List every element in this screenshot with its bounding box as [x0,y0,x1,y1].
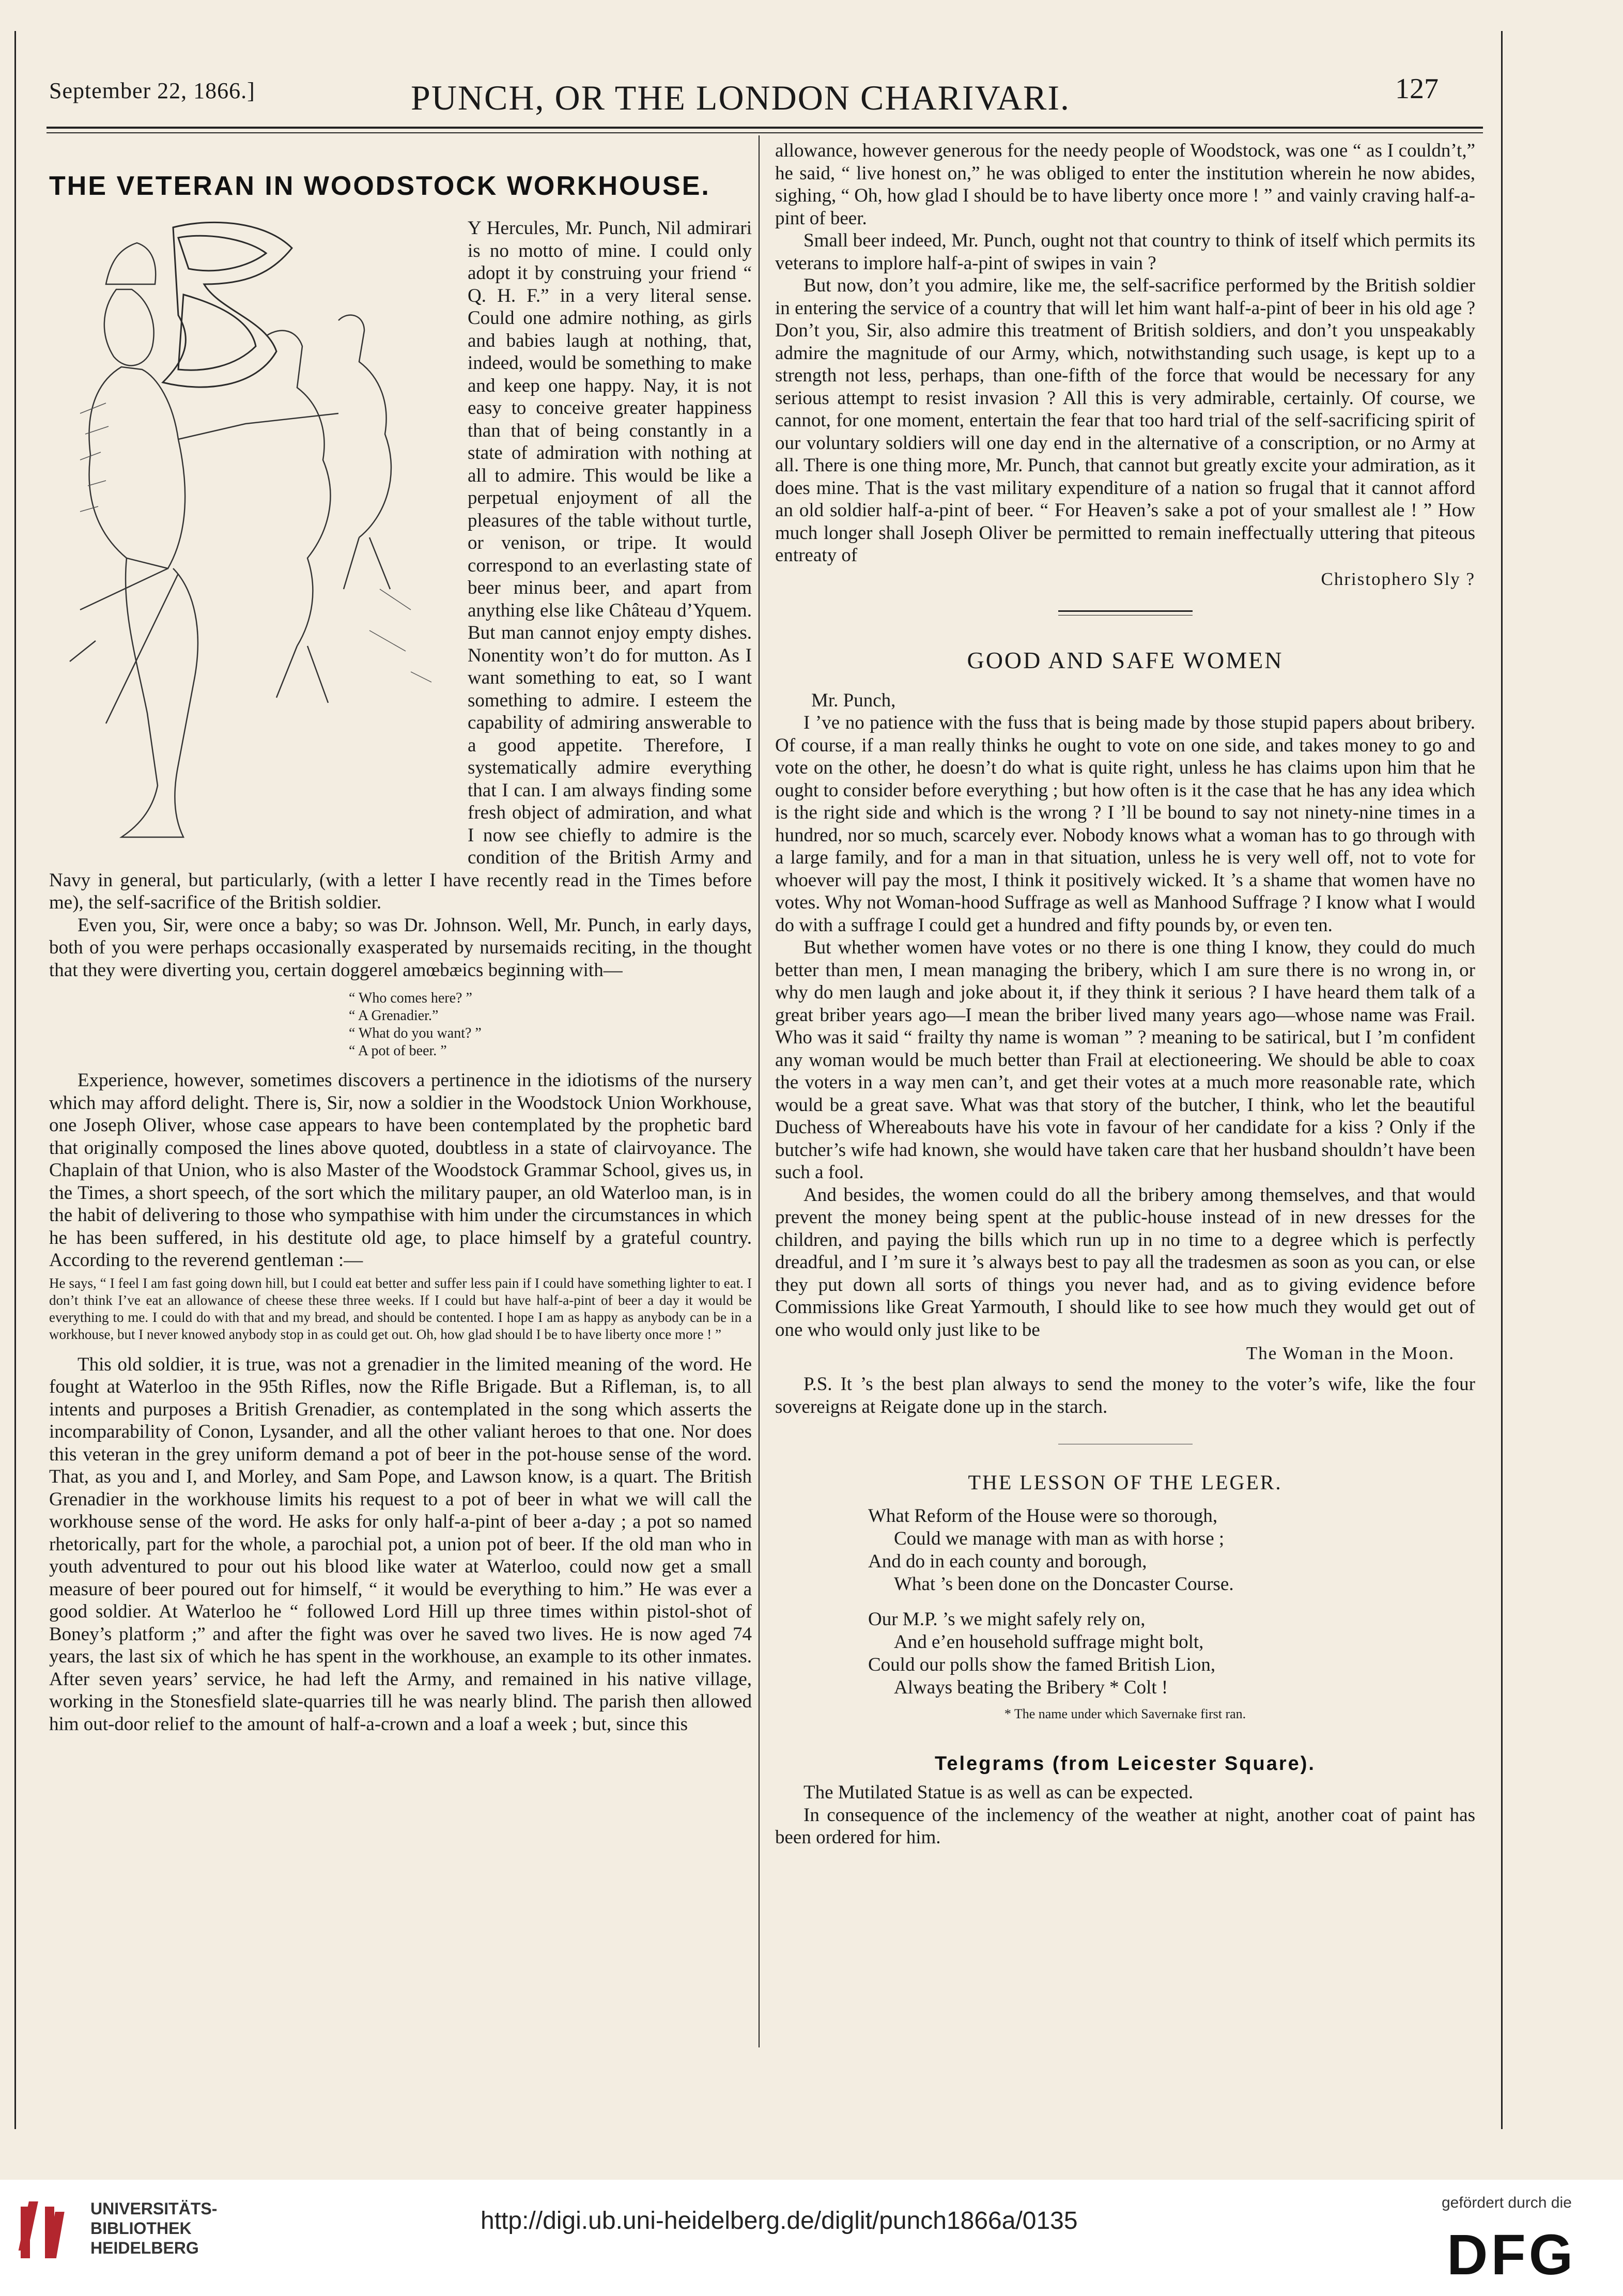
poem-line: Our M.P. ’s we might safely rely on, [868,1609,1146,1630]
poem-line: Could we manage with man as with horse ; [894,1528,1225,1549]
veteran-paragraph-2: Even you, Sir, were once a baby; so was Dr. Johnson. Well, Mr. Punch, in early days, both of you were perhaps occasionally exasperated by nursemaids reciting, in the thought that they were diverting you, certain doggerel amœbæics beginning with— [49,914,752,981]
verse-line: “ A Grenadier.” [349,1008,439,1024]
right-column [775,140,1475,2124]
veteran-paragraph-4: This old soldier, it is true, was not a grenadier in the limited meaning of the word. He fought at Waterloo in the 95th Rifles, now the Rifle Brigade. But a Rifleman, is, to all intents and purposes a British Grenadier, as contemplated in the song which asserts the incomparability of Conon, Lysander, and all the other valiant heroes to that one. Nor does this veteran in the grey uniform demand a pot of beer in the pot-house sense of the word. That, as you and I, and Morley, and Sam Pope, and Lawson know, is a quart. The British Grenadier in the workhouse limits his request to a pot of beer in what we will call the workhouse sense of the word. He asks for only half-a-pint of beer a-day ; a pot so named rhetorically, part for the whole, a parochial pot, a union pot of beer. If the old man who in youth adventured to pour out his blood like water at Waterloo, could now get a small measure of beer poured out for himself, “ it would be everything to him.” He was ever a good soldier. At Waterloo he “ followed Lord Hill up three times within pistol-shot of Boney’s platform ;” and after the fight was over he saved two lives. He is now aged 74 years, the last six of which he has spent in the workhouse, an example to its other inmates. After seven years’ service, he had left the Army, and remained in his native village, working in the Stonesfield slate-quarries till he was nearly blind. The parish then allowed him out-door relief to the amount of half-a-crown and a loaf a week ; but, since this [49,1353,752,1735]
header-title: PUNCH, OR THE LONDON CHARIVARI. [411,78,1071,117]
nursery-verse [349,990,752,1060]
library-name-line: HEIDELBERG [90,2239,199,2257]
viewer-footer [0,2180,1623,2296]
grenadier-illustration [49,217,457,858]
header-page-number: 127 [1395,73,1439,105]
article-title-veteran: THE VETERAN IN WOODSTOCK WORKHOUSE. [49,171,710,201]
leger-footnote: * The name under which Savernake first ran. [1004,1706,1246,1721]
library-name-line: UNIVERSITÄTS- [90,2199,218,2218]
university-library-logo-icon [17,2196,79,2263]
left-margin-rule [14,31,16,2129]
veteran-quote: He says, “ I feel I am fast going down hill, but I could eat better and suffer less pain if I could have something lighter to eat. I don’t think I’ve eat an allowance of cheese these three weeks. If I could but have half-a-pint of beer a day it would be everything to me. I could do with that and my bread, and should be contented. I hope I am as happy as anybody can be in a workhouse, but I never knowed anybody stop in as could get out. Oh, how glad should I be to have liberty once more ! ” [49,1275,752,1342]
column-divider [759,135,760,2047]
poem-line: And do in each county and borough, [868,1551,1147,1572]
telegrams-paragraph-2: In consequence of the inclemency of the weather at night, another coat of paint has been ordered for him. [775,1804,1475,1848]
women-salutation: Mr. Punch, [811,689,896,711]
document-url-link[interactable]: http://digi.ub.uni-heidelberg.de/diglit/punch1866a/0135 [481,2207,1078,2235]
verse-line: “ What do you want? ” [349,1025,482,1041]
funding-label: gefördert durch die [1442,2194,1572,2211]
poem-line: And e’en household suffrage might bolt, [894,1631,1204,1653]
veteran-paragraph-3: Experience, however, sometimes discovers a pertinence in the idiotisms of the nursery which may afford delight. There is, Sir, now a soldier in the Woodstock Union Workhouse, one Joseph Oliver, whose case appears to have been contemplated by the prophetic bard that originally composed the lines above quoted, doubtless in a state of clairvoyance. The Chaplain of that Union, who is also Master of the Woodstock Grammar School, gives us, in the Times, a short speech, of the sort which the military pauper, an old Waterloo man, is in the habit of delivering to those who sympathise with him under the circumstances in which he has been suffered, in his destitute old age, to place himself by a grateful country. According to the reverend gentleman :— [49,1070,752,1271]
women-signature: The Woman in the Moon. [1246,1343,1455,1363]
poem-line: Could our polls show the famed British Lion, [868,1654,1216,1675]
section-divider [1058,610,1193,615]
leger-stanza-1 [868,1505,1475,1596]
article-title-leger: THE LESSON OF THE LEGER. [968,1471,1282,1494]
verse-line: “ Who comes here? ” [349,990,472,1006]
poem-line: What ’s been done on the Doncaster Course. [894,1574,1234,1595]
veteran-signature: Christophero Sly ? [1321,568,1475,589]
poem-line: What Reform of the House were so thorough, [868,1505,1218,1527]
library-name [90,2199,217,2258]
poem-line: Always beating the Bribery * Colt ! [894,1677,1168,1698]
women-paragraph-3: And besides, the women could do all the bribery among themselves, and that would prevent the money being spent at the public-house instead of in new dresses for the children, and paying the bills which run up in no time to a degree which is perfectly dreadful, and I ’m sure it ’s always best to pay all the tradesmen as soon as you can, or else they put down all sorts of things you never had, and as to giving evidence before Commissions like Great Yarmouth, I should like to see how much they would get out of one who would only just like to be [775,1184,1475,1340]
veteran-paragraph-7: But now, don’t you admire, like me, the self-sacrifice performed by the British soldier in entering the service of a country that will let him want half-a-pint of beer in his old age ? Don’t you, Sir, also admire this treatment of British soldiers, and don’t you unspeakably admire the magnitude of our Army, which, notwithstanding such usage, is kept up to a strength not less, perhaps, than one-fifth of the force that would be necessary for any serious attempt to resist invasion ? All this is very admirable, certainly. Of course, we cannot, for one moment, entertain the fear that too hard trial of the self-sacrificing spirit of our voluntary soldiers will one day end in the alternative of a conscription, or no Army at all. There is one thing more, Mr. Punch, that cannot but greatly excite your admiration, as it does mine. That is the vast military expenditure of a nation so frugal that it cannot afford an old soldier half-a-pint of beer. “ For Heaven’s sake a pot of your smallest ale ! ” How much longer shall Joseph Oliver be permitted to remain ineffectually uttering that piteous entreaty of [775,275,1475,566]
veteran-paragraph-5: allowance, however generous for the needy people of Woodstock, was one “ as I couldn’t,” he said, “ live honest on,” he was obliged to enter the institution wherein he now abides, sighing, “ Oh, how glad I should be to have liberty once more ! ” and vainly craving half-a-pint of beer. [775,140,1475,229]
leger-stanza-2 [868,1608,1475,1699]
article-title-telegrams: Telegrams (from Leicester Square). [935,1753,1316,1775]
veteran-paragraph-1: Y Hercules, Mr. Punch, Nil admirari is no motto of mine. I could only adopt it by construing your friend “ Q. H. F.” in a very literal sense. Could one admire nothing, as girls and babies laugh at nothing, that, indeed, would be something to make and keep one happy. Nay, it is not easy to conceive greater happiness than that of being constantly in a state of admiration with nothing at all to admire. This would be like a perpetual enjoyment of all the pleasures of the table without turtle, or venison, or tripe. It would correspond to an everlasting state of beer minus beer, and apart from anything else like Château d’Yquem. But man cannot enjoy empty dishes. Nonentity won’t do for mutton. As I want something to eat, so I want something to admire. I esteem the capability of admiring answerable to a good appetite. Therefore, I systematically admire everything that I can. I am always finding some fresh object of admiration, and what I now see chiefly to admire is the condition of the British Army and Navy in general, but particularly, (with a letter I have recently read in the Times before me), the self-sacrifice of the British soldier. [49,218,752,913]
library-name-line: BIBLIOTHEK [90,2219,192,2238]
article-title-women: GOOD AND SAFE WOMEN [967,646,1284,673]
header-rule-2 [47,132,1483,133]
women-postscript: P.S. It ’s the best plan always to send the money to the voter’s wife, like the four sovereigns at Reigate done up in the starch. [775,1374,1475,1417]
dfg-logo: DFG [1447,2223,1576,2287]
left-column [49,150,752,2124]
header-date: September 22, 1866.] [49,78,255,103]
veteran-paragraph-6: Small beer indeed, Mr. Punch, ought not that country to think of itself which permits its veterans to implore half-a-pint of swipes in vain ? [775,230,1475,274]
verse-line: “ A pot of beer. ” [349,1043,447,1059]
women-paragraph-1: I ’ve no patience with the fuss that is being made by those stupid papers about bribery. Of course, if a man really thinks he ought to vote on one side, and takes money to go and vote on the other, he doesn’t do what is quite right, unless he has claims upon him that he ought to consider before everything ; but how often is it the case that he has any idea which is the right side and which is the wrong ? I ’ll be bound to say not ninety-nine times in a hundred, nor so much, scarcely ever. Nobody knows what a woman has to go through with a large family, and for a man in that situation, unless he is very well off, not to vote for whoever will pay the most, I think it positively wicked. It ’s a shame that women have no votes. Why not Woman-hood Suffrage as well as Manhood Suffrage ? I know what I would do with a suffrage I could get a hundred and fifty pounds by, or even ten. [775,712,1475,936]
telegrams-paragraph-1: The Mutilated Statue is as well as can be expected. [803,1782,1194,1803]
header-rule-1 [47,127,1483,129]
women-paragraph-2: But whether women have votes or no there is one thing I know, they could do much better than men, I mean managing the bribery, which I am sure there is no wrong in, or why do men laugh and joke about it, if they think it serious ? I have heard them talk of a great briber years ago—I mean the briber lived many years ago—whose name was Frail. Who was it said “ frailty thy name is woman ” ? meaning to be satirical, but I ’m confident any woman would be much better than Frail at electioneering. We should be able to coax the voters in a way men can’t, and get their votes at a much more reasonable rate, which would be a great save. What was that story of the butcher, I think, who let the beautiful Duchess of Whereabouts have his vote in favour of her candidate for a kiss ? Only if the butcher’s wife had known, she would have taken care that her husband shouldn’t have been such a fool. [775,937,1475,1183]
right-margin-rule [1501,31,1503,2129]
